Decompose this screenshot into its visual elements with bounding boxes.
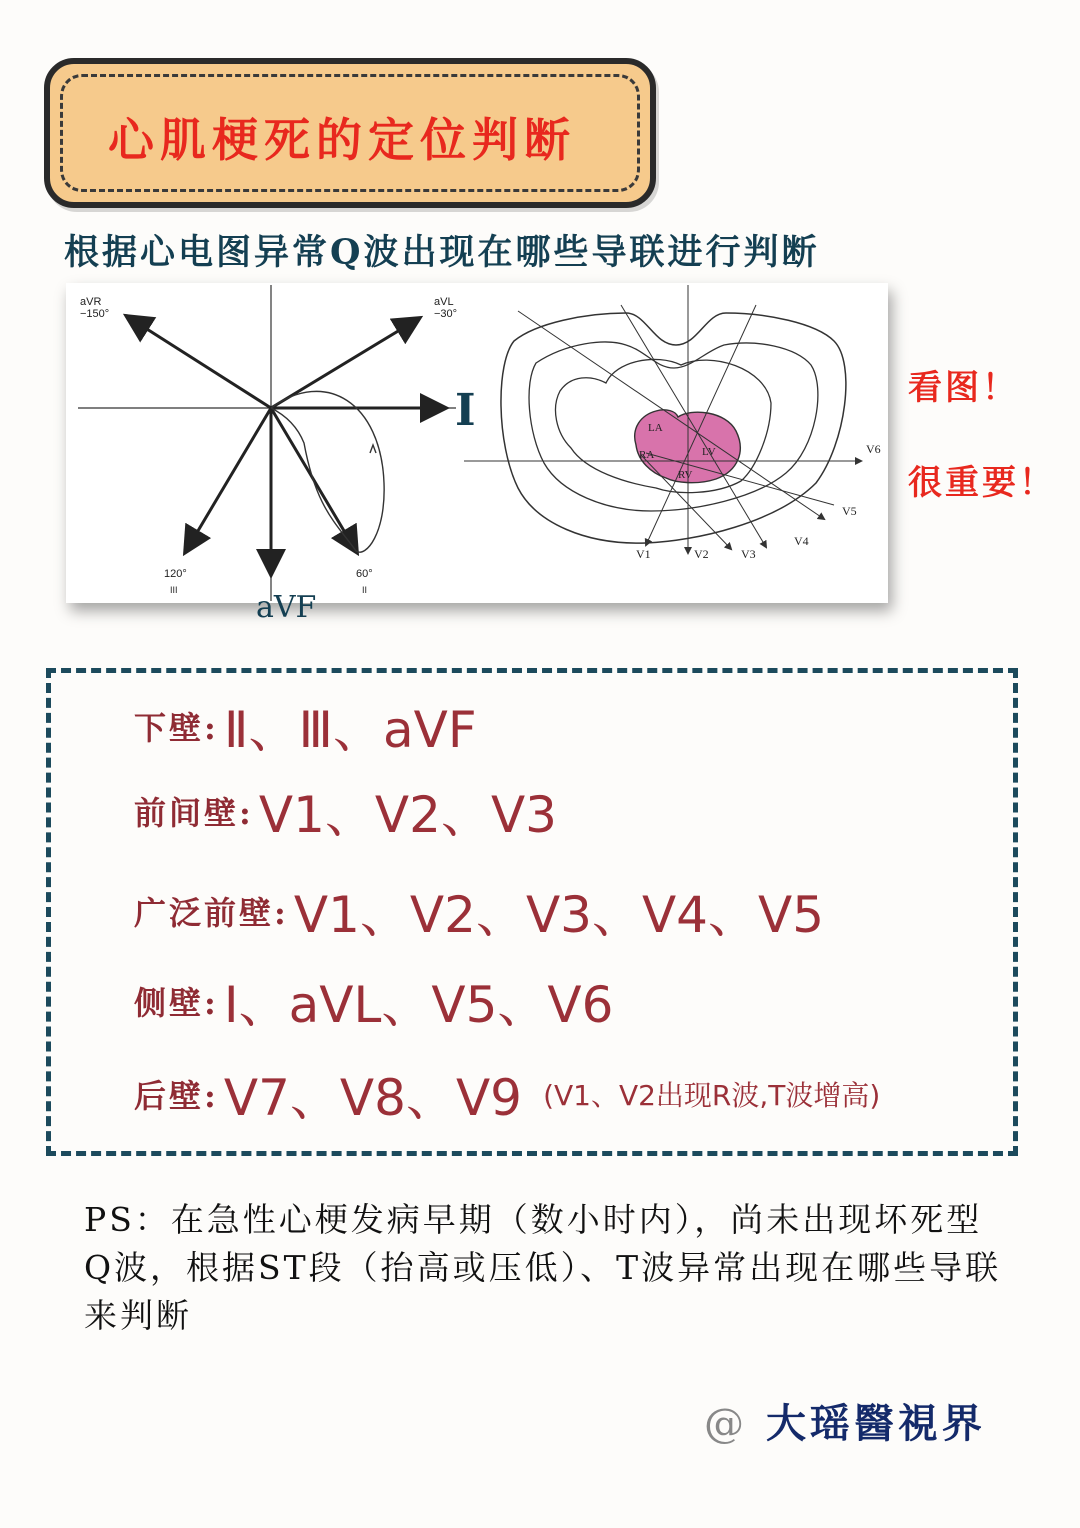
label-60deg: 60° [356,568,373,580]
lead-row-label: 下壁: [134,709,219,747]
label-la: LA [648,422,663,434]
ps-note: PS：在急性心梗发病早期（数小时内），尚未出现坏死型Q波，根据ST段（抬高或压低）、T波异常出现在哪些导联来判断 [84,1200,1002,1335]
label-lv: LV [702,446,716,458]
footer-brand [704,1392,986,1449]
lead-row-anteroseptal [134,775,557,847]
hexaxial-reference [78,285,456,601]
ecg-lead-figure [66,283,888,603]
lead-row-value: V7、V8、V9 [223,1069,522,1127]
lead-row-label: 前间壁: [134,794,254,832]
label-v6: V6 [866,442,881,456]
label-avr: aVR [80,296,102,308]
lead-row-value: V1、V2、V3 [258,786,557,844]
label-avr-angle: −150° [80,308,110,320]
lead-row-posterior [134,1058,880,1130]
label-v2: V2 [694,547,709,561]
title-banner [44,58,656,208]
label-120deg: 120° [164,568,187,580]
lead-row-inferior [134,690,477,762]
label-v1: V1 [636,547,651,561]
label-lead3: III [170,585,178,595]
label-lead-I: I [455,385,476,436]
at-icon: @ [704,1401,748,1447]
label-v4: V4 [794,534,809,548]
lead-row-value: V1、V2、V3、V4、V5 [293,886,824,944]
page-title: 心肌梗死的定位判断 [108,113,576,167]
lead-row-label: 侧壁: [134,984,219,1022]
side-note-look: 看图！ [908,368,1019,408]
label-v5: V5 [842,504,857,518]
label-lead-avf: aVF [256,590,317,625]
lead-row-label: 广泛前壁: [134,894,289,932]
side-note-important: 很重要！ [908,463,1056,503]
label-ra: RA [639,449,655,461]
label-rv: RV [678,469,693,481]
chest-cross-section [464,285,861,553]
lead-row-label: 后壁: [134,1077,219,1115]
label-v3: V3 [741,547,756,561]
label-avl-angle: −30° [434,308,458,320]
lead-row-lateral [134,965,613,1037]
lead-row-extensive-anterior [134,875,824,947]
ecg-lead-diagram [66,283,888,603]
brand-name: 大瑶醫視界 [765,1400,986,1447]
lead-row-note: (V1、V2出现R波,T波增高) [543,1079,881,1112]
lead-row-value: Ⅰ、aVL、V5、V6 [223,976,614,1034]
label-avl: aVL [434,296,454,308]
lead-row-value: Ⅱ、Ⅲ、aVF [223,701,477,759]
subtitle: 根据心电图异常Q波出现在哪些导联进行判断 [64,232,820,273]
label-lead2: II [362,585,368,595]
